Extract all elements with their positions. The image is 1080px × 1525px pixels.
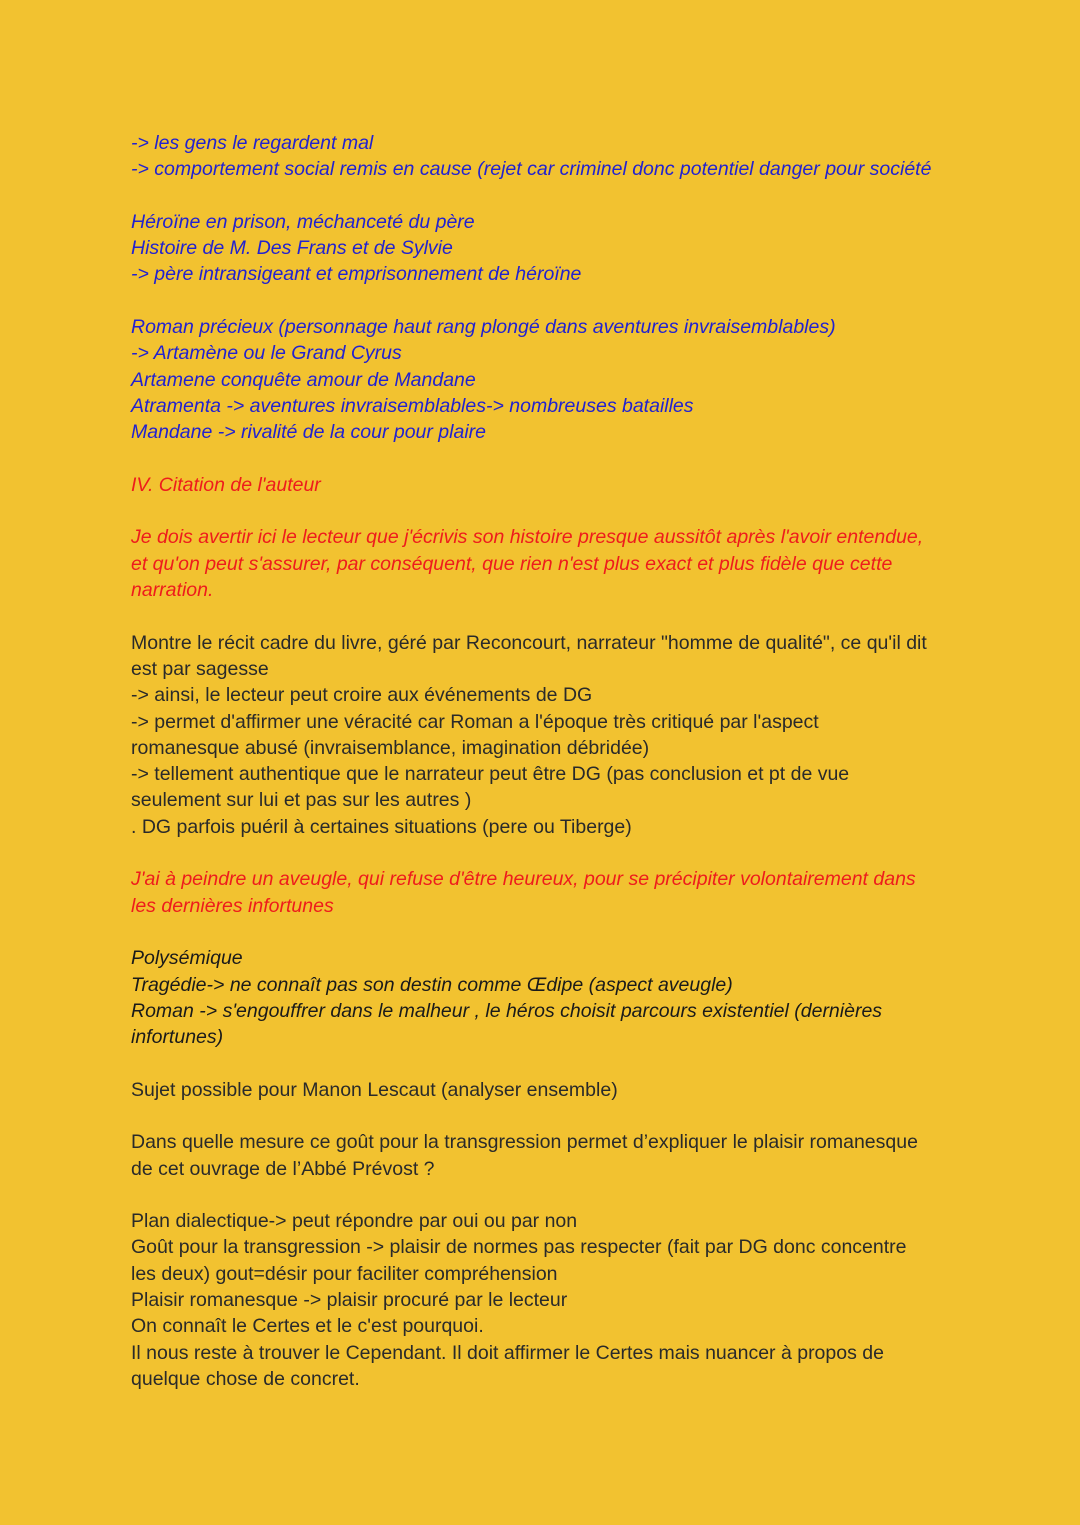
polysemy-line: Tragédie-> ne connaît pas son destin comme Œdipe (aspect aveugle) [131, 973, 733, 996]
analysis-line: -> permet d'affirmer une véracité car Roman a l'époque très critiqué par l'aspect [131, 710, 819, 733]
question-line: de cet ouvrage de l’Abbé Prévost ? [131, 1157, 435, 1180]
author-quote-2 [131, 866, 961, 919]
note-line: Histoire de M. Des Frans et de Sylvie [131, 237, 453, 260]
analysis-line: -> ainsi, le lecteur peut croire aux événements de DG [131, 684, 593, 707]
subject-line: Sujet possible pour Manon Lescaut (analyser ensemble) [131, 1078, 618, 1101]
plan-line: Il nous reste à trouver le Cependant. Il doit affirmer le Certes mais nuancer à propos de [131, 1341, 884, 1364]
quote-line: les dernières infortunes [131, 894, 334, 917]
note-line: -> les gens le regardent mal [131, 132, 374, 154]
notes-content [131, 130, 961, 1392]
note-line: Atramenta -> aventures invraisemblables-> nombreuses batailles [131, 394, 694, 417]
note-line: -> père intransigeant et emprisonnement de héroïne [131, 263, 582, 286]
quote-line: narration. [131, 579, 214, 602]
author-quote-1 [131, 524, 961, 603]
quote-line: J'ai à peindre un aveugle, qui refuse d'être heureux, pour se précipiter volontairement dans [131, 868, 916, 891]
analysis-line: seulement sur lui et pas sur les autres ) [131, 789, 472, 812]
polysemy-notes [131, 945, 961, 1050]
section-heading: IV. Citation de l'auteur [131, 473, 321, 496]
heroine-notes [131, 209, 961, 288]
polysemy-line: Polysémique [131, 947, 243, 970]
quote-analysis [131, 630, 961, 840]
note-line: Mandane -> rivalité de la cour pour plaire [131, 421, 486, 444]
plan-line: On connaît le Certes et le c'est pourquoi. [131, 1315, 484, 1338]
plan-line: quelque chose de concret. [131, 1367, 360, 1390]
polysemy-line: infortunes) [131, 1026, 224, 1049]
question-line: Dans quelle mesure ce goût pour la transgression permet d’expliquer le plaisir romanesque [131, 1131, 918, 1154]
plan-line: les deux) gout=désir pour faciliter compréhension [131, 1262, 558, 1285]
plan-line: Plan dialectique-> peut répondre par oui ou par non [131, 1210, 578, 1233]
note-line: Artamene conquête amour de Mandane [131, 368, 476, 391]
polysemy-line: Roman -> s'engouffrer dans le malheur , le héros choisit parcours existentiel (dernières [131, 999, 883, 1022]
analysis-line: . DG parfois puéril à certaines situations (pere ou Tiberge) [131, 815, 632, 838]
analysis-line: romanesque abusé (invraisemblance, imagination débridée) [131, 736, 650, 759]
note-line: Roman précieux (personnage haut rang plongé dans aventures invraisemblables) [131, 316, 836, 339]
plan-notes [131, 1208, 961, 1392]
note-line: -> Artamène ou le Grand Cyrus [131, 342, 402, 365]
analysis-line: Montre le récit cadre du livre, géré par Reconcourt, narrateur "homme de qualité", ce qu'il dit [131, 631, 927, 654]
problematic-question [131, 1129, 961, 1182]
note-line: Héroïne en prison, méchanceté du père [131, 210, 475, 233]
quote-line: et qu'on peut s'assurer, par conséquent, que rien n'est plus exact et plus fidèle que cette [131, 552, 893, 575]
plan-line: Plaisir romanesque -> plaisir procuré par le lecteur [131, 1289, 568, 1312]
analysis-line: est par sagesse [131, 657, 269, 680]
roman-precieux-notes [131, 314, 961, 445]
quote-line: Je dois avertir ici le lecteur que j'écrivis son histoire presque aussitôt après l'avoir entendue, [131, 526, 924, 549]
social-notes [131, 130, 961, 183]
plan-line: Goût pour la transgression -> plaisir de normes pas respecter (fait par DG donc concentre [131, 1236, 907, 1259]
analysis-line: -> tellement authentique que le narrateur peut être DG (pas conclusion et pt de vue [131, 763, 850, 786]
note-line: -> comportement social remis en cause (rejet car criminel donc potentiel danger pour société [131, 158, 932, 181]
